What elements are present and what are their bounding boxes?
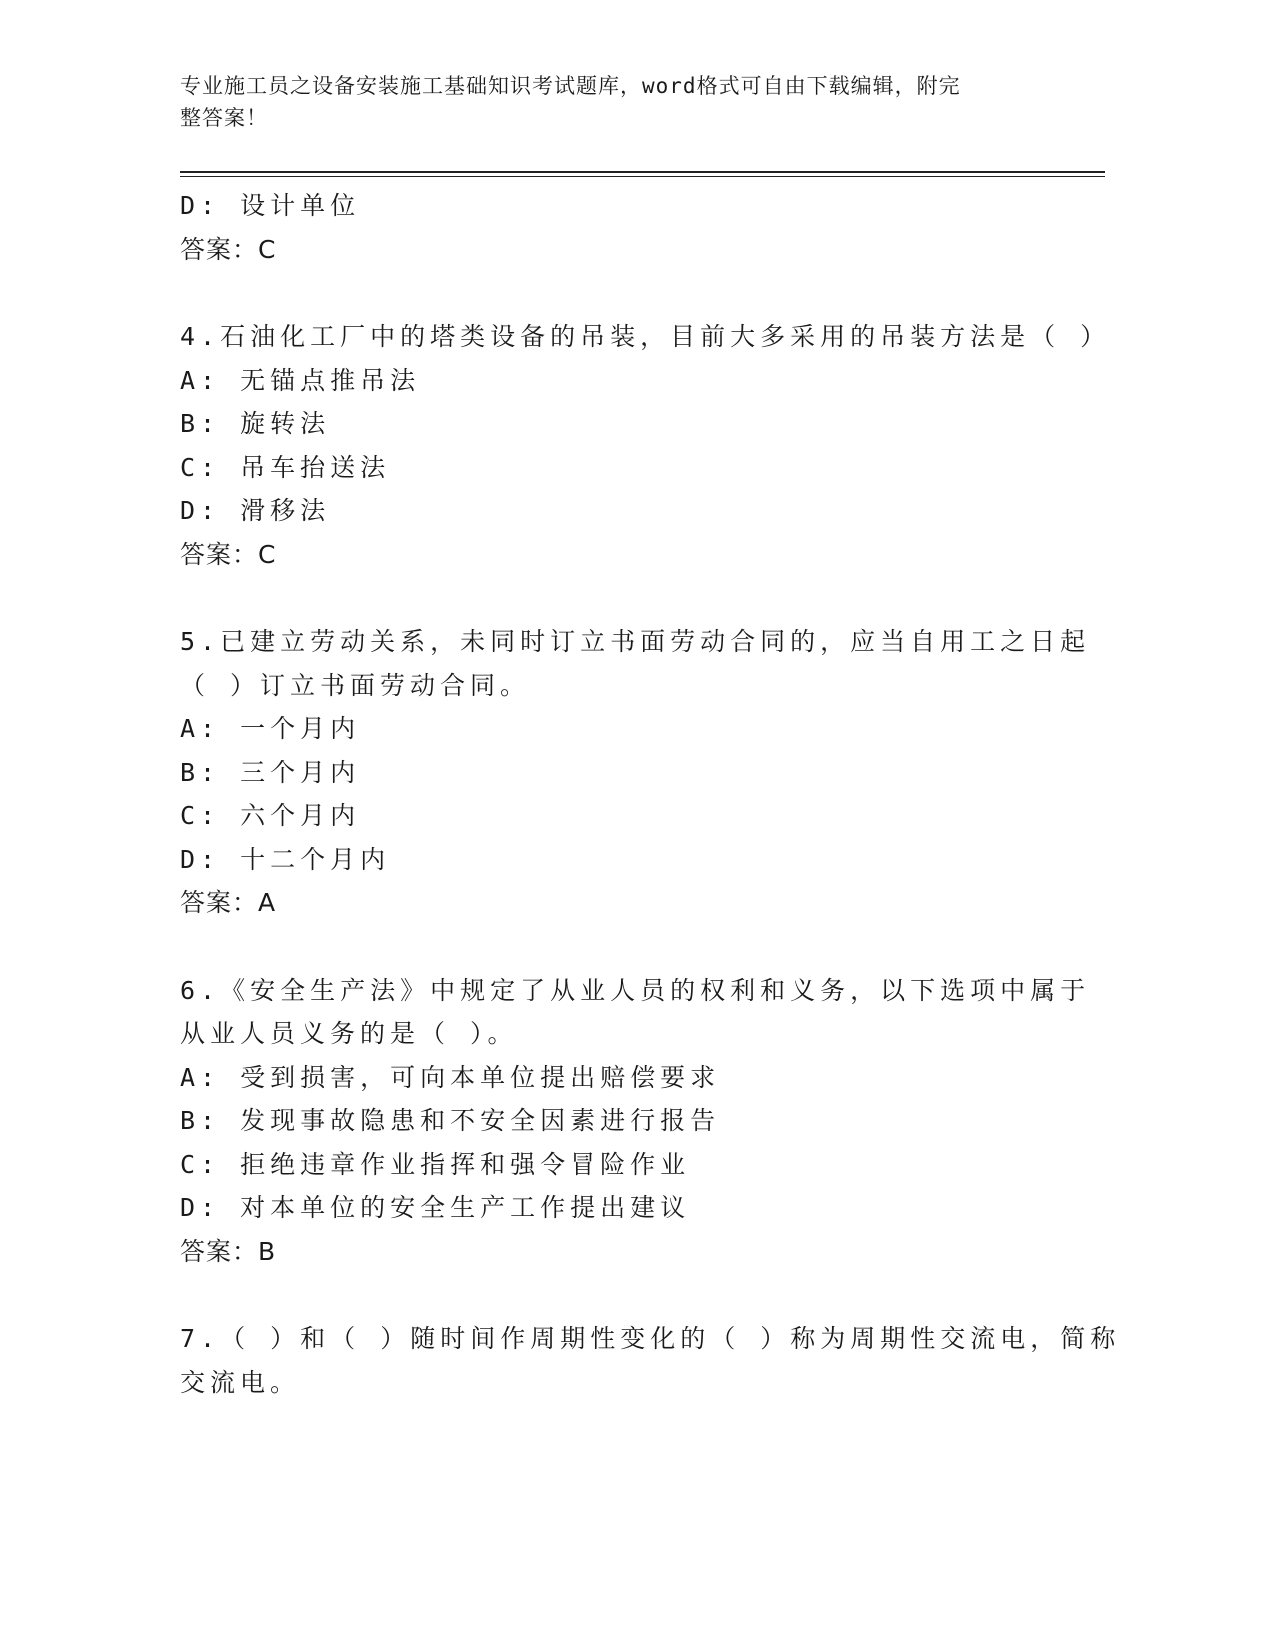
question-stem-line-2: （ ）订立书面劳动合同。 bbox=[180, 670, 531, 700]
option-c: C: 吊车抬送法 bbox=[180, 452, 391, 482]
option-a: A: 一个月内 bbox=[180, 714, 361, 743]
question-list bbox=[180, 184, 1121, 1404]
option-b: B: 旋转法 bbox=[180, 409, 331, 438]
question-stem-line-2: 交流电。 bbox=[180, 1367, 301, 1397]
header-line-1: 专业施工员之设备安装施工基础知识考试题库，word格式可自由下载编辑，附完 bbox=[180, 74, 961, 98]
answer-line: 答案：C bbox=[180, 234, 277, 264]
option-d: D: 滑移法 bbox=[180, 496, 331, 525]
option-c: C: 六个月内 bbox=[180, 801, 361, 830]
option-b: B: 发现事故隐患和不安全因素进行报告 bbox=[180, 1106, 721, 1135]
header-divider-thin bbox=[180, 176, 1105, 177]
answer-line: 答案：B bbox=[180, 1236, 277, 1266]
document-header bbox=[180, 70, 1030, 134]
question-7 bbox=[180, 1317, 1121, 1404]
option-a: A: 受到损害，可向本单位提出赔偿要求 bbox=[180, 1062, 721, 1092]
question-5 bbox=[180, 620, 1091, 925]
option-a: A: 无锚点推吊法 bbox=[180, 365, 421, 395]
option-c: C: 拒绝违章作业指挥和强令冒险作业 bbox=[180, 1149, 691, 1179]
option-d: D: 对本单位的安全生产工作提出建议 bbox=[180, 1193, 691, 1222]
question-stem-line-1: 5.已建立劳动关系，未同时订立书面劳动合同的，应当自用工之日起 bbox=[180, 627, 1091, 656]
header-line-2: 整答案！ bbox=[180, 106, 268, 130]
question-stem: 4.石油化工厂中的塔类设备的吊装，目前大多采用的吊装方法是（ ） bbox=[180, 322, 1111, 351]
answer-line: 答案：C bbox=[180, 539, 277, 569]
option-d: D: 设计单位 bbox=[180, 191, 361, 220]
answer-line: 答案：A bbox=[180, 888, 277, 917]
header-divider-thick bbox=[180, 171, 1105, 173]
question-6 bbox=[180, 969, 1091, 1274]
question-4 bbox=[180, 315, 1111, 576]
question-stem-line-1: 7.（ ）和（ ）随时间作周期性变化的（ ）称为周期性交流电，简称 bbox=[180, 1324, 1121, 1353]
option-b: B: 三个月内 bbox=[180, 757, 361, 787]
question-stem-line-1: 6.《安全生产法》中规定了从业人员的权利和义务，以下选项中属于 bbox=[180, 975, 1091, 1005]
question-3-tail bbox=[180, 184, 1040, 271]
question-stem-line-2: 从业人员义务的是（ ）。 bbox=[180, 1019, 518, 1048]
option-d: D: 十二个月内 bbox=[180, 844, 391, 874]
